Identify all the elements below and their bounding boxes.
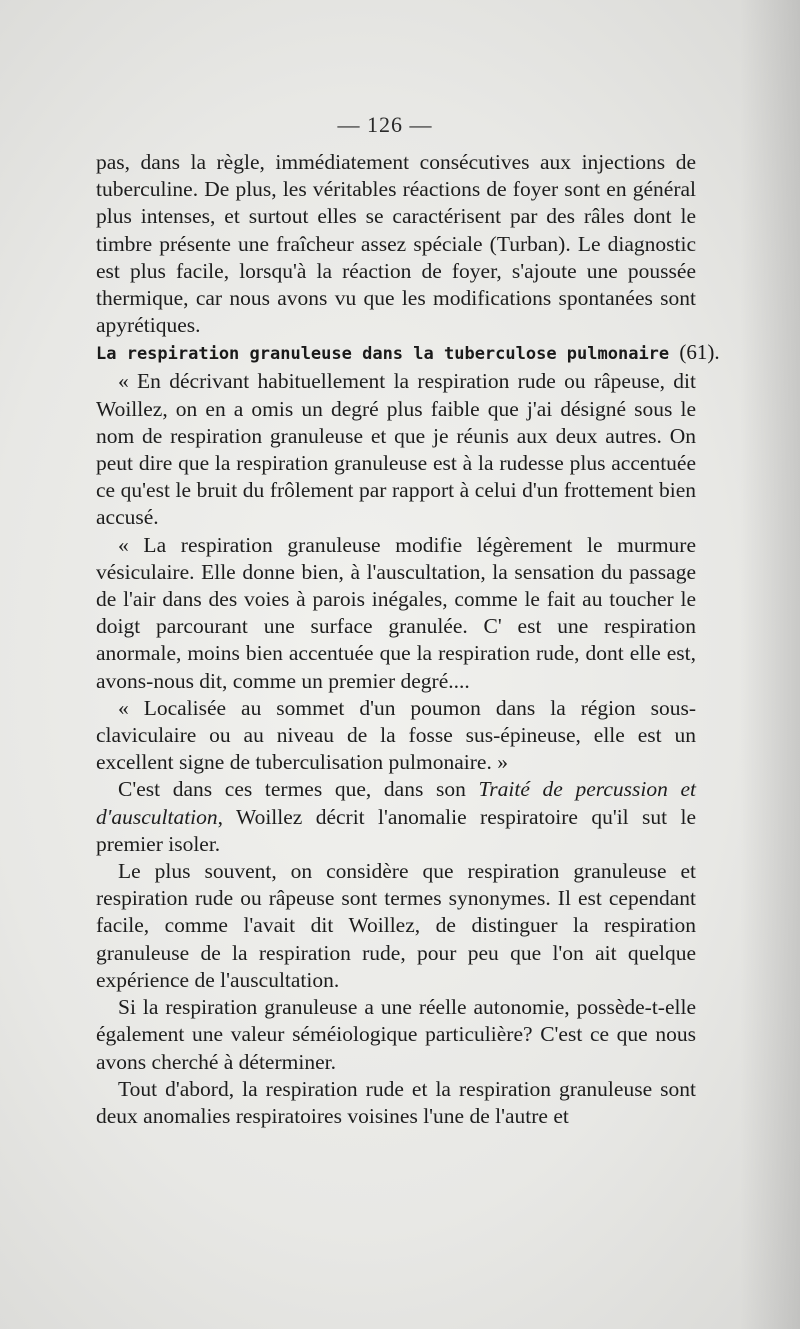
section-heading-ref: (61). <box>679 340 720 365</box>
section-heading <box>96 339 720 368</box>
page-edge-shadow <box>740 0 800 1329</box>
page-body <box>96 149 720 1130</box>
paragraph-woillez <box>96 776 696 858</box>
paragraph-comparison: Tout d'abord, la respiration rude et la respiration granuleuse sont deux anomalies respiratoires voisines l'une de l'autre et <box>96 1076 696 1128</box>
paragraph-synonyms: Le plus souvent, on considère que respiration granuleuse et respiration rude ou râpeuse sont termes synonymes. Il est cependant facile, comme l'avait dit Woillez, de distinguer la respiration granuleuse de la respiration rude, pour peu que l'on ait quelque expérience de l'auscultation. <box>96 859 696 992</box>
paragraph-woillez-end: , Woillez décrit l'anomalie respiratoire qu'il sut le premier isoler. <box>96 804 696 856</box>
page-number: — 126 — <box>337 112 433 137</box>
paragraph-woillez-start: C'est dans ces termes que, dans son <box>118 777 479 802</box>
paragraph-quote-2: « La respiration granuleuse modifie légèrement le murmure vésiculaire. Elle donne bien, à l'auscultation, la sensation du passage de l'air dans des voies à parois inégales, comme le fait au toucher le doigt parcourant une surface granulée. C' est une respiration anormale, moins bien accentuée que la respiration rude, dont elle est, avons-nous dit, comme un premier degré.... <box>96 532 696 693</box>
paragraph-autonomy: Si la respiration granuleuse a une réelle autonomie, possède-t-elle également une valeur séméiologique particulière? C'est ce que nous avons cherché à déterminer. <box>96 995 696 1074</box>
section-heading-text: La respiration granuleuse dans la tuberculose pulmonaire <box>96 344 670 365</box>
paragraph-quote-3: « Localisée au sommet d'un poumon dans la région sous-claviculaire ou au niveau de la fosse sus-épineuse, elle est un excellent signe de tuberculisation pulmonaire. » <box>96 695 696 775</box>
paragraph-quote-1: « En décrivant habituellement la respiration rude ou râpeuse, dit Woillez, on en a omis un degré plus faible que j'ai désigné sous le nom de respiration granuleuse et que je réunis aux deux autres. On peut dire que la respiration granuleuse est à la rudesse plus accentuée ce qu'est le bruit du frôlement par rapport à celui d'un frottement bien accusé. <box>96 369 696 530</box>
book-title: Traité de percussion et d'auscultation <box>96 777 696 829</box>
paragraph-continuation: pas, dans la règle, immédiatement consécutives aux injections de tuberculine. De plus, les véritables réactions de foyer sont en général plus intenses, et surtout elles se caractérisent par des râles dont le timbre présente une fraîcheur assez spéciale (Turban). Le diagnostic est plus facile, lorsqu'à la réaction de foyer, s'ajoute une poussée thermique, car nous avons vu que les modifications spontanées sont apyrétiques. <box>96 150 696 338</box>
